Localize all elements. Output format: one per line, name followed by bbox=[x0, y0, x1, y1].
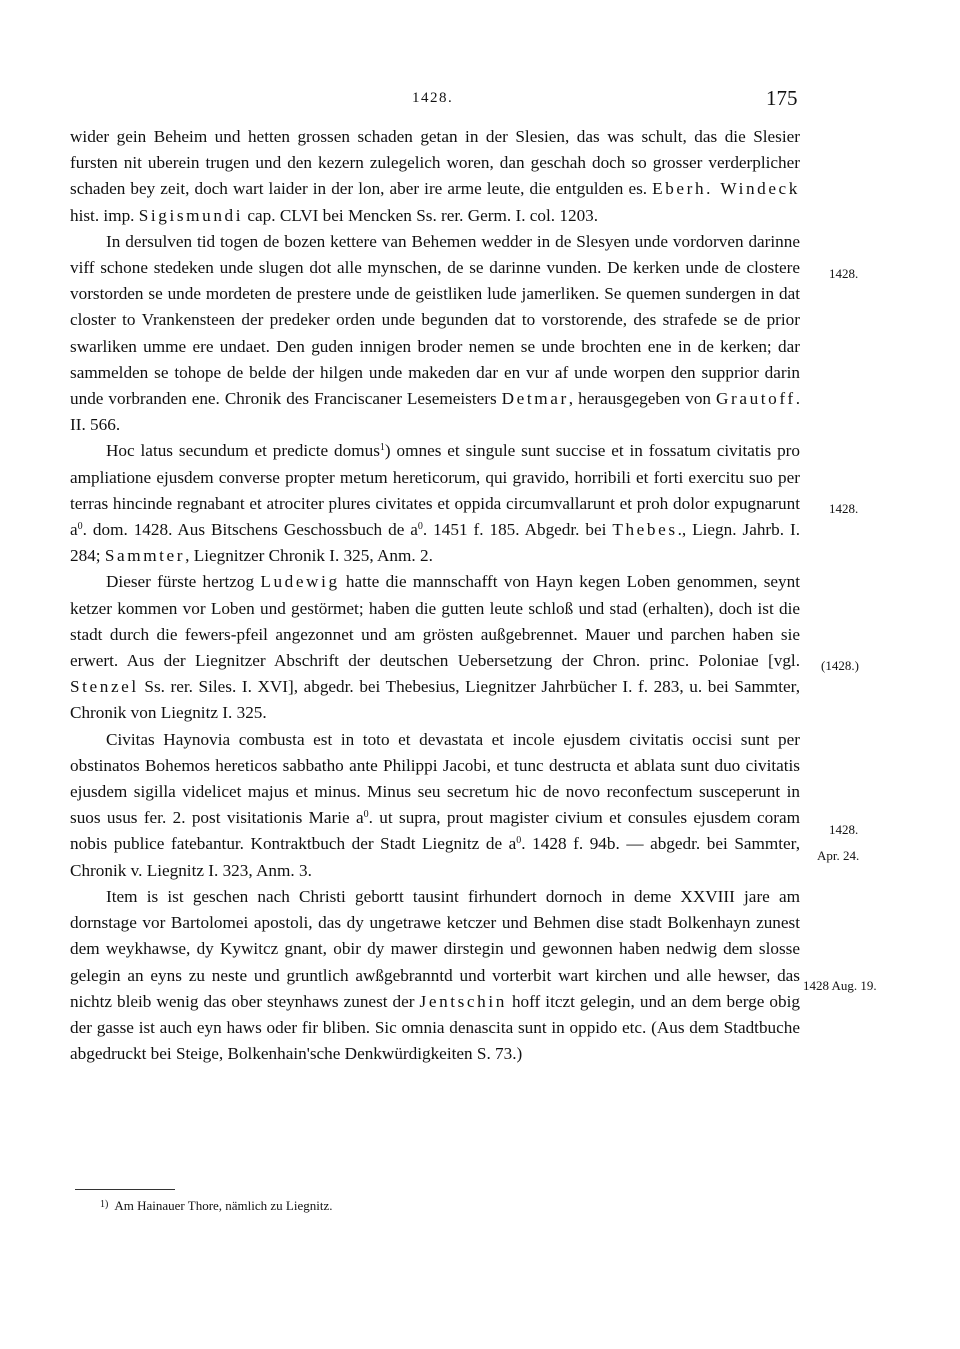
text-run: . ut supra, prout magister civium et consules ejusdem coram nobis publice fatebantur. Kontraktbuch der Stadt Liegnitz de a bbox=[70, 808, 800, 854]
paragraph bbox=[70, 124, 800, 229]
text-run: cap. CLVI bei Mencken Ss. rer. Germ. I. col. 1203. bbox=[243, 205, 599, 225]
footnote-marker: 1) bbox=[100, 1199, 109, 1210]
text-run: . II. 566. bbox=[70, 389, 800, 435]
text-run: . 1451 f. 185. Abgedr. bei bbox=[422, 520, 613, 540]
text-run: , Liegnitzer Chronik I. 325, Anm. 2. bbox=[185, 546, 433, 566]
footnote-text: Am Hainauer Thore, nämlich zu Liegnitz. bbox=[114, 1198, 333, 1213]
text-run: Ss. rer. Siles. I. XVI], abgedr. bei Thebesius, Liegnitzer Jahrbücher I. f. 283, u. bei Sammter, Chronik von Liegnitz I. 325. bbox=[70, 677, 800, 723]
text-run: . 1428 f. 94b. — abgedr. bei Sammter, Chronik v. Liegnitz I. 323, Anm. 3. bbox=[70, 834, 800, 880]
text-run: Civitas Haynovia combusta est in toto et devastata et incole ejusdem civitatis occisi sunt per obstinatos Bohemos hereticos sabbatho ante Philippi Jacobi, et tunc destructa et ablata sunt duo civitatis ejusdem sigilla videlicet majus et minus. Minus seu secretum hic de novo reconfectum susceperunt in suos usus fer. 2. post visitationis Marie a bbox=[70, 729, 800, 828]
page-header bbox=[0, 86, 960, 114]
margin-note: (1428.) bbox=[821, 658, 859, 673]
text-run: Item is ist geschen nach Christi gebortt tausint firhundert dornoch in deme XXVIII jare am dornstage vor Bartolomei apostoli, das dy ungetrawe ketczer und Behmen dise stadt Bolkenhayn zunest dem weykhawse, dy Kywitcz gnant, obir dy mawer dirstegin und gewonnen haben nedwig dem slosse gelegin an eyns zu neste und gruntlich awßgebranntd und vorterbit wart kirchen und alle hewser, das nichtz bleib wenig das ober steynhaws zunest der bbox=[70, 886, 800, 1011]
text-run: ) omnes et singule sunt succise et in fossatum civitatis pro ampliatione ejusdem converse propter metum hereticorum, qui gravido, horribili et forti exercitu suo per terras hincinde regnabant et atrociter plures civitates et oppida circumvallarunt et proh dolor expugnarunt a bbox=[70, 441, 800, 540]
text-run: ., Liegn. Jahrb. I. 284; bbox=[70, 520, 801, 566]
paragraph bbox=[70, 229, 800, 439]
paragraph bbox=[70, 438, 800, 569]
spaced-name: Thebes bbox=[612, 520, 678, 540]
text-run: Hoc latus secundum et predicte domus bbox=[106, 441, 380, 461]
paragraph bbox=[70, 569, 800, 726]
running-head-year: 1428. bbox=[412, 90, 454, 106]
text-run: , herausgegeben von bbox=[568, 389, 717, 409]
text-run: hoff itczt gelegin, und an dem berge obig der gasse ist auch eyn haws oder fir bliben. Sic omnia denascita sunt in oppido etc. (Aus dem Stadtbuche abgedruckt bei Steige, Bolkenhain'sche Denkwürdigkeiten S. 73.) bbox=[70, 991, 800, 1064]
text-run: hatte die mannschafft von Hayn kegen Loben genommen, seynt ketzer kommen vor Loben und gestörmet; haben die gutten leute schloß und stad (erhalten), doch ist die stadt durch die fewers-pfeil angezonnet und am grösten außgebrennet. Mauer und parchen haben sie erwert. Aus der Liegnitzer Abschrift der deutschen Uebersetzung der Chron. princ. Poloniae [vgl. bbox=[70, 572, 800, 671]
superscript: 0 bbox=[516, 835, 522, 847]
text-run: wider gein Beheim und hetten grossen schaden getan in der Slesien, das was schult, das die Slesier fursten nit uberein trugen und den kezern zulegelich woren, dan geschah doch so grosser verderplicher schaden bey zeit, doch wart laider in der lon, aber ire arme leute, die entgulden es. bbox=[70, 127, 800, 199]
spaced-name: Sammter bbox=[104, 546, 186, 566]
margin-note: 1428. bbox=[829, 501, 859, 516]
superscript: 0 bbox=[363, 809, 369, 821]
margin-note: Apr. 24. bbox=[817, 848, 860, 863]
spaced-name: Detmar bbox=[501, 389, 569, 409]
superscript: 0 bbox=[417, 521, 423, 533]
text-run: . dom. 1428. Aus Bitschens Geschossbuch de a bbox=[82, 520, 418, 540]
text-run: Dieser fürste hertzog bbox=[106, 572, 261, 592]
paragraph bbox=[70, 727, 800, 884]
spaced-name: Jentschin bbox=[419, 991, 507, 1011]
superscript: 1 bbox=[379, 442, 385, 454]
spaced-name: Eberh. Windeck bbox=[652, 179, 800, 199]
margin-note: 1428. bbox=[829, 822, 859, 837]
margin-note: 1428. bbox=[829, 266, 859, 281]
text-run: In dersulven tid togen de bozen kettere van Behemen wedder in de Slesyen unde vordorven darinne viff schone stedeken unde slugen dot alle mynschen, de se darinne vunden. De kerken unde de clostere vorstorden se unde mordeten de prestere unde de geistliken lude jamerliken. Se quemen sundergen in dat closter to Vrankensteen der predeker orden unde begunden dat to vorstorende, des strafede se de prior swarliken umme ere undaet. Den guden innigen broder nemen se unde brochten ene in de kerken; dar sammelden se tohope de belde der hilgen unde makeden dar en vur af unde worpen den supprior darin unde vorbranden ene. Chronik des Franciscaner Lesemeisters bbox=[70, 231, 800, 409]
spaced-name: Ludewig bbox=[260, 572, 340, 592]
spaced-name: Sigismundi bbox=[138, 205, 244, 225]
spaced-name: Stenzel bbox=[70, 677, 139, 697]
paragraph bbox=[70, 884, 800, 1067]
superscript: 0 bbox=[77, 521, 83, 533]
spaced-name: Grautoff bbox=[716, 389, 796, 409]
page-number: 175 bbox=[766, 86, 798, 110]
footnote-divider bbox=[75, 1189, 175, 1190]
margin-note: 1428 Aug. 19. bbox=[803, 978, 877, 993]
footnote bbox=[100, 1198, 333, 1214]
main-text bbox=[70, 124, 800, 1067]
text-run: hist. imp. bbox=[70, 205, 139, 225]
